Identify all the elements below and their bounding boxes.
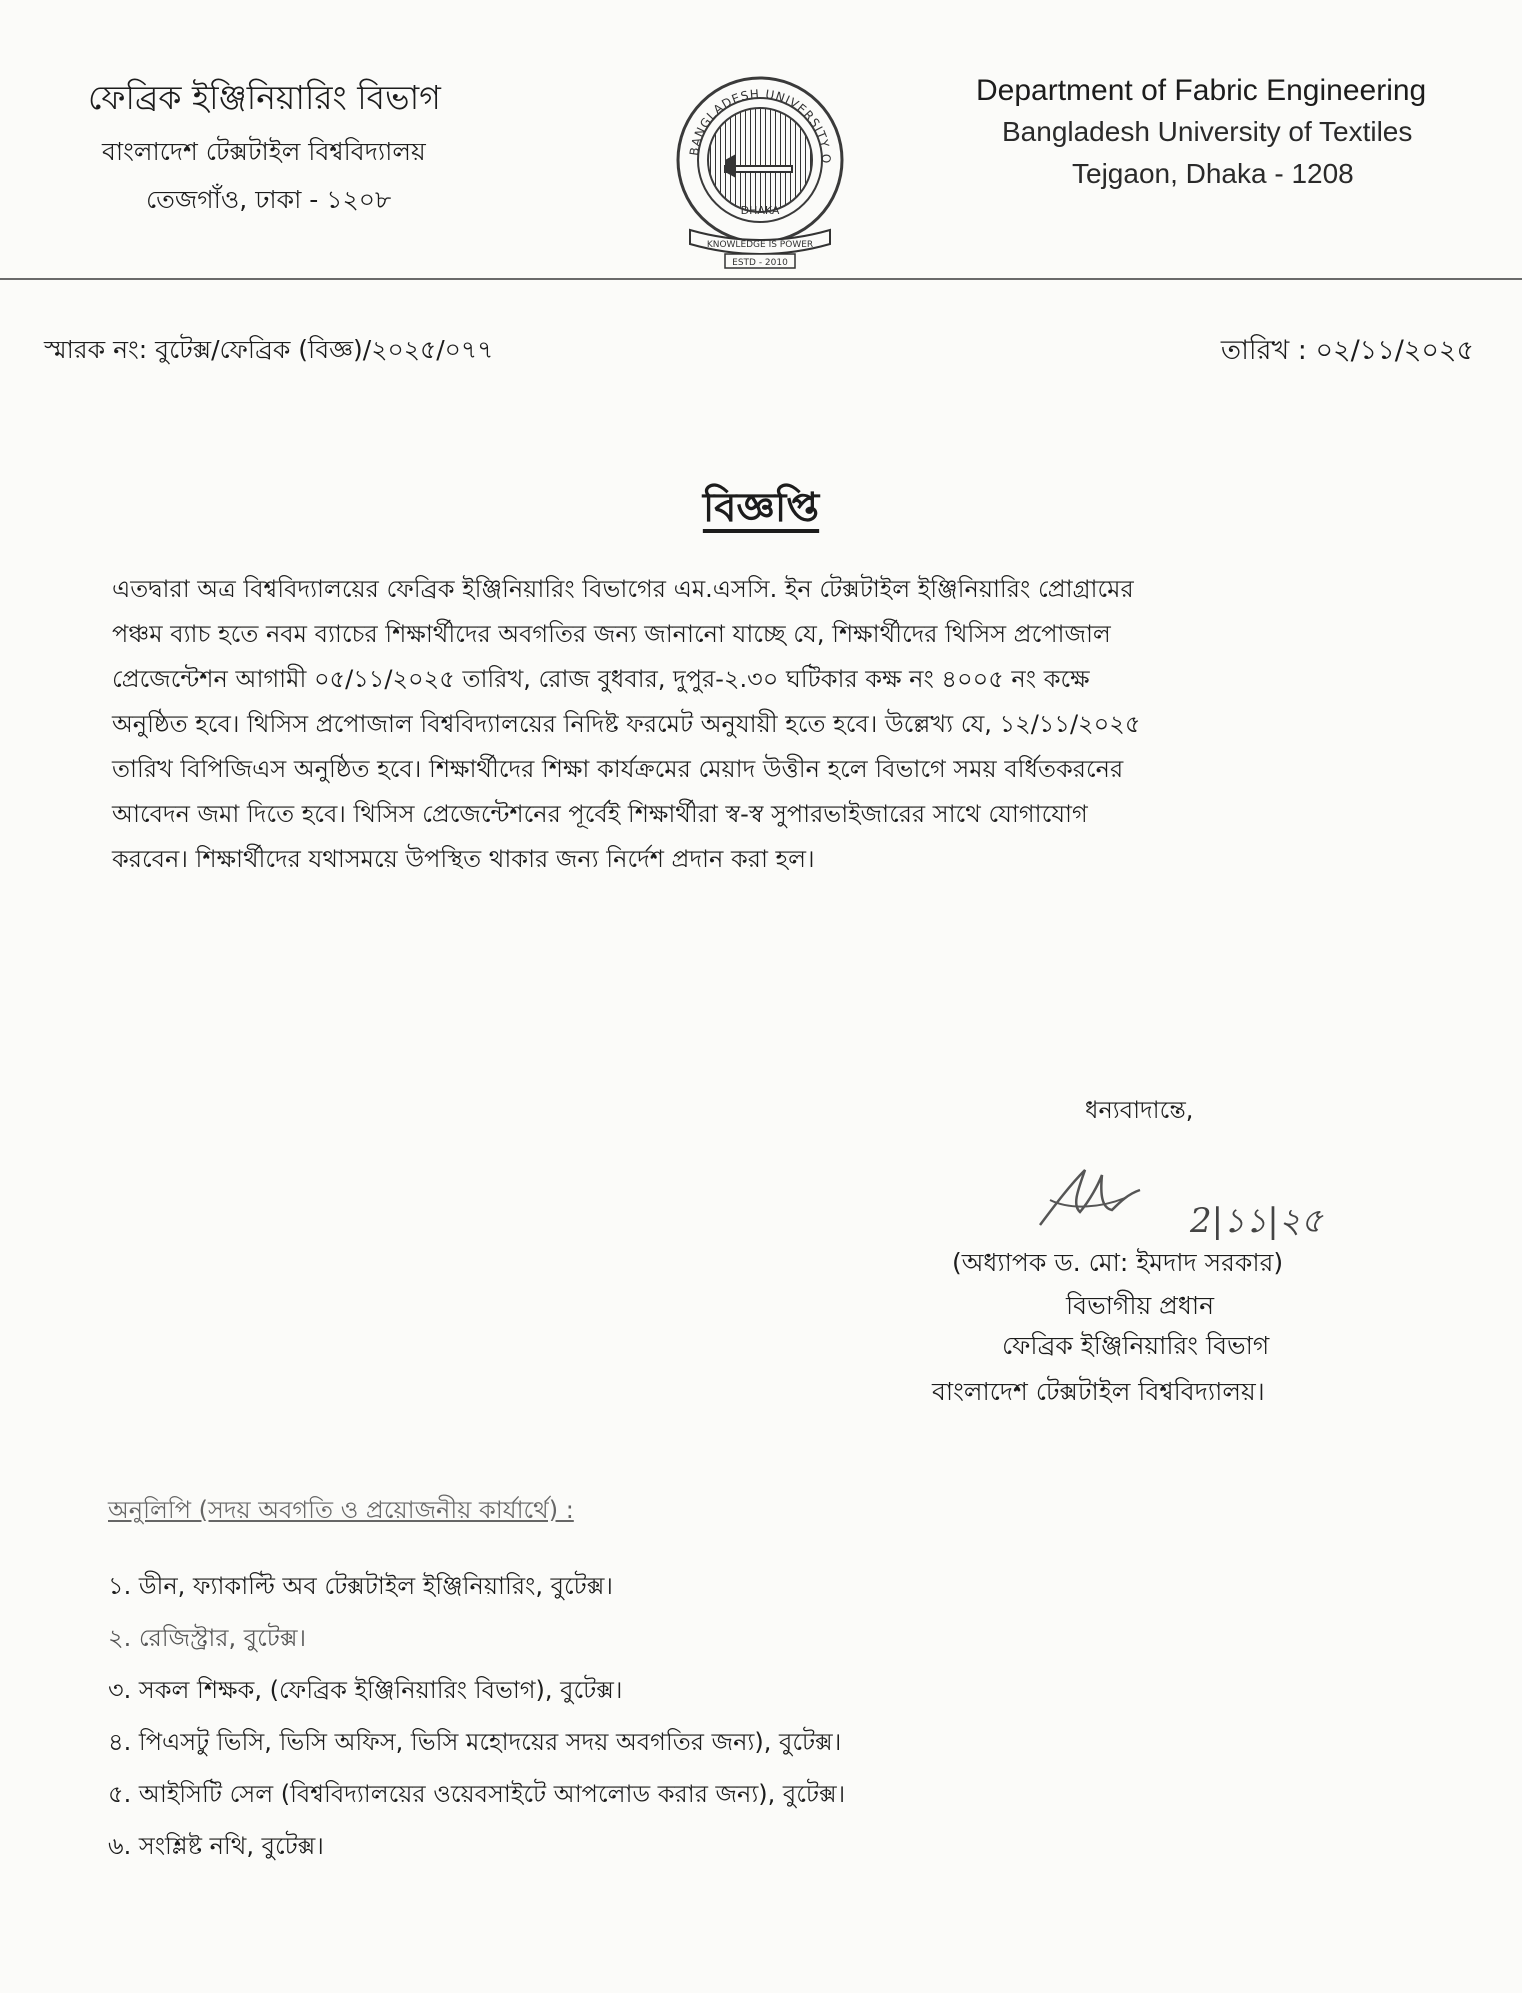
seal-estd: ESTD - 2010: [732, 258, 788, 268]
copies-list: [108, 1568, 1408, 1880]
body-line: করবেন। শিক্ষার্থীদের যথাসময়ে উপস্থিত থাকার জন্য নির্দেশ প্রদান করা হল।: [112, 845, 815, 873]
body-line: প্রেজেন্টেশন আগামী ০৫/১১/২০২৫ তারিখ, রোজ বুধবার, দুপুর-২.৩০ ঘটিকার কক্ষ নং ৪০০৫ নং কক্ষে: [112, 665, 1090, 693]
en-university-name: Bangladesh University of Textiles: [1002, 116, 1413, 147]
copy-item: ১. ডীন, ফ্যাকাল্টি অব টেক্সটাইল ইঞ্জিনিয়ারিং, বুটেক্স।: [108, 1572, 613, 1600]
en-department-name: Department of Fabric Engineering: [976, 74, 1427, 107]
memo-reference: স্মারক নং: বুটেক্স/ফেব্রিক (বিজ্ঞ)/২০২৫/০৭৭: [44, 335, 494, 364]
en-address: Tejgaon, Dhaka - 1208: [1072, 158, 1354, 189]
signatory-name: (অধ্যাপক ড. মো: ইমদাদ সরকার): [952, 1248, 1284, 1277]
signatory-university: বাংলাদেশ টেক্সটাইল বিশ্ববিদ্যালয়।: [932, 1377, 1265, 1406]
header-divider: [0, 278, 1522, 280]
bn-university-name: বাংলাদেশ টেক্সটাইল বিশ্ববিদ্যালয়: [102, 137, 426, 166]
seal-city: DHAKA: [740, 204, 780, 217]
body-line: আবেদন জমা দিতে হবে। থিসিস প্রেজেন্টেশনের পূর্বেই শিক্ষার্থীরা স্ব-স্ব সুপারভাইজারের সাথে যোগাযোগ: [112, 800, 1088, 828]
signatory-department: ফেব্রিক ইঞ্জিনিয়ারিং বিভাগ: [1002, 1331, 1270, 1360]
seal-motto: KNOWLEDGE IS POWER: [706, 240, 814, 250]
copies-heading: অনুলিপি (সদয় অবগতি ও প্রয়োজনীয় কার্যার্থে) :: [108, 1496, 574, 1524]
signature-drawing: [1030, 1150, 1160, 1244]
body-line: তারিখ বিপিজিএস অনুষ্ঠিত হবে। শিক্ষার্থীদের শিক্ষা কার্যক্রমের মেয়াদ উত্তীন হলে বিভাগে সময় বর্ধিতকরনের: [112, 755, 1124, 783]
notice-title: বিজ্ঞপ্তি: [702, 485, 820, 531]
bn-address: তেজগাঁও, ঢাকা - ১২০৮: [146, 185, 392, 214]
copy-item: ৫. আইসিটি সেল (বিশ্ববিদ্যালয়ের ওয়েবসাইটে আপলোড করার জন্য), বুটেক্স।: [108, 1780, 846, 1808]
signature-date: 2|১১|২৫: [1190, 1201, 1323, 1241]
body-line: পঞ্চম ব্যাচ হতে নবম ব্যাচের শিক্ষার্থীদের অবগতির জন্য জানানো যাচ্ছে যে, শিক্ষার্থীদের থিসিস প্রপোজাল: [112, 620, 1111, 648]
memo-date: তারিখ : ০২/১১/২০২৫: [1220, 335, 1474, 366]
closing-thanks: ধন্যবাদান্তে,: [1085, 1096, 1194, 1124]
copy-item: ২. রেজিস্ট্রার, বুটেক্স।: [108, 1624, 307, 1652]
university-seal-logo: [670, 62, 850, 272]
body-line: অনুষ্ঠিত হবে। থিসিস প্রপোজাল বিশ্ববিদ্যালয়ের নিদিষ্ট ফরমেট অনুযায়ী হতে হবে। উল্লেখ্য যে, ১২/১১/২০২৫: [112, 710, 1141, 738]
body-line: এতদ্বারা অত্র বিশ্ববিদ্যালয়ের ফেব্রিক ইঞ্জিনিয়ারিং বিভাগের এম.এসসি. ইন টেক্সটাইল ইঞ্জিনিয়ারিং প্রোগ্রামের: [112, 575, 1134, 603]
bn-department-name: ফেব্রিক ইঞ্জিনিয়ারিং বিভাগ: [88, 78, 441, 117]
copy-item: ৬. সংশ্লিষ্ট নথি, বুটেক্স।: [108, 1832, 324, 1860]
signatory-designation: বিভাগীয় প্রধান: [1066, 1291, 1214, 1320]
copy-item: ৪. পিএসটু ভিসি, ভিসি অফিস, ভিসি মহোদয়ের সদয় অবগতির জন্য), বুটেক্স।: [108, 1728, 842, 1756]
seal-ring-text: BANGLADESH UNIVERSITY O: [687, 86, 834, 165]
notice-body: [112, 567, 1412, 882]
copy-item: ৩. সকল শিক্ষক, (ফেব্রিক ইঞ্জিনিয়ারিং বিভাগ), বুটেক্স।: [108, 1676, 623, 1704]
